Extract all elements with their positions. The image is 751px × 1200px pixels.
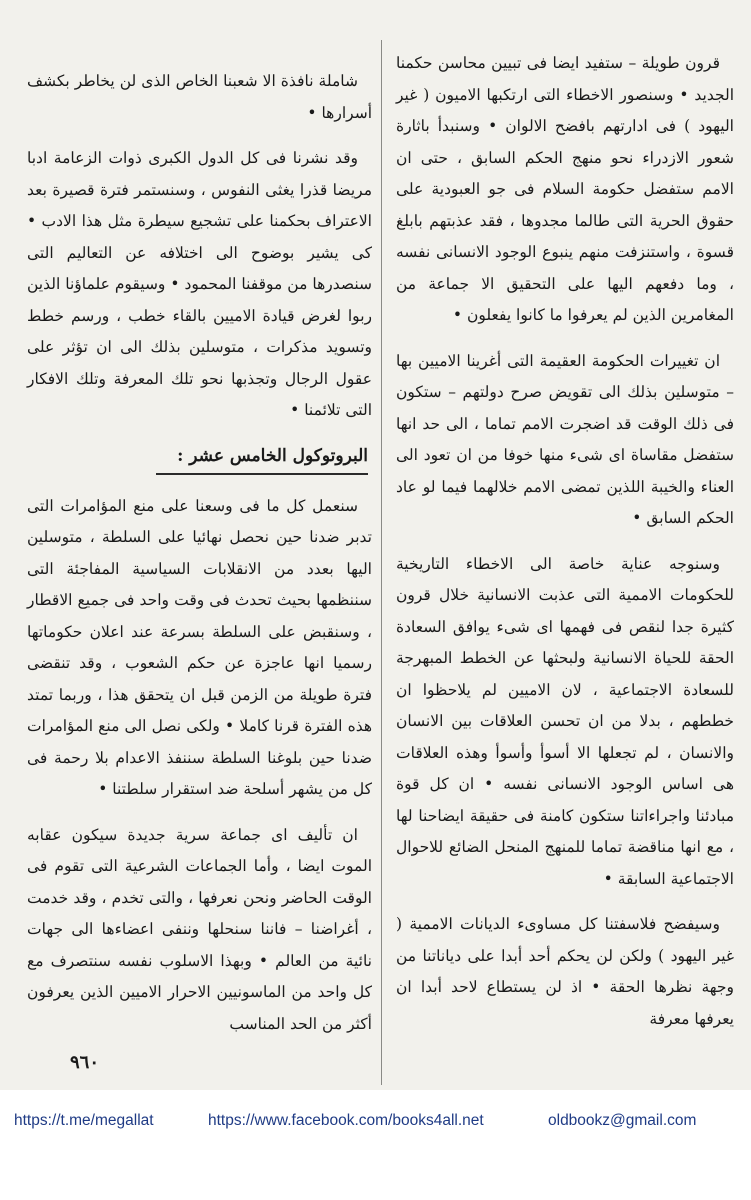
- paragraph: وقد نشرنا فى كل الدول الكبرى ذوات الزعامة ادبا مريضا قذرا يغثى النفوس ، وسنستمر فترة قصيرة بعد الاعتراف بحكمنا على تشجيع سيطرة مثل هذا الادب • كى يشير بوضوح الى اختلافه عن التعاليم التى سنصدرها من موقفنا المحمود • وسيقوم علماؤنا الذين ربوا لغرض قيادة الاميين بالقاء خطب ، ورسم خطط وتسويد مذكرات ، متوسلين بذلك الى ان تؤثر على عقول الرجال وتجذبها نحو تلك المعرفة وتلك الافكار التى تلائمنا •: [27, 149, 372, 419]
- section-heading: [27, 441, 372, 475]
- paragraph: سنعمل كل ما فى وسعنا على منع المؤامرات التى تدبر ضدنا حين نحصل نهائيا على السلطة ، متوسلين اليها بعدد من الانقلابات السياسية المفاجئة التى سننظمها بحيث تحدث فى وقت واحد فى جميع الاقطار ، وسنقبض على السلطة بسرعة عند اعلان حكوماتها رسميا انها عاجزة عن حكم الشعوب ، وقد تنقضى فترة طويلة من الزمن قبل ان يتحقق هذا ، وربما تمتد هذه الفترة قرنا كاملا • ولكى نصل الى منع المؤامرات ضدنا حين بلوغنا السلطة سننفذ الاعدام بلا رحمة فى كل من يشهر أسلحة ضد استقرار سلطتنا •: [27, 496, 372, 798]
- facebook-link[interactable]: https://www.facebook.com/books4all.net: [208, 1112, 484, 1129]
- right-text-column: [396, 48, 734, 1049]
- paragraph: ان تغييرات الحكومة العقيمة التى أغرينا الاميين بها – متوسلين بذلك الى تقويض صرح دولتهم – ستكون فى ذلك الوقت قد اضجرت الامم تماما ، الى حد انها ستفضل مقاساة اى شىء منها خوفا من ان تعود الى العناء والخيبة اللذين تمضى الامم خلالهما فيما لو عاد الحكم السابق •: [396, 351, 734, 527]
- section-heading-text: البروتوكول الخامس عشر :: [177, 445, 368, 466]
- heading-underline: [156, 473, 368, 475]
- paragraph: قرون طويلة – ستفيد ايضا فى تبيين محاسن حكمنا الجديد • وسنصور الاخطاء التى ارتكبها الاميون ( غير اليهود ) فى ادارتهم بافضح الالوان • وسنبدأ باثارة شعور الازدراء نحو منهج الحكم السابق ، حتى ان الامم ستفضل حكومة السلام فى جو العبودية على حقوق الحرية التى طالما مجدوها ، فقد عذبتهم بابلغ قسوة ، واستنزفت منهم ينبوع الوجود الانسانى نفسه ، وما دفعهم اليها على التحقيق الا جماعة من المغامرين الذين لم يعرفوا ما كانوا يفعلون •: [396, 54, 734, 324]
- paragraph: وسنوجه عناية خاصة الى الاخطاء التاريخية للحكومات الاممية التى عذبت الانسانية خلال قرون كثيرة جدا لنقص فى فهمها اى شىء يوافق السعادة الحقة للحياة الانسانية ولبحثها عن الخطط المبهرجة للسعادة الاجتماعية ، لان الاميين لم يلاحظوا ان خططهم ، بدلا من ان تحسن العلاقات بين الانسان والانسان ، لم تجعلها الا أسوأ وأسوأ وهذه العلاقات هى اساس الوجود الانسانى نفسه • ان كل قوة مبادئنا واجراءاتنا ستكون كامنة فى حقيقة ايضاحنا لها ، مع انها مناقضة تماما للمنهج المنحل الضائع للاحوال الاجتماعية السابقة •: [396, 554, 734, 888]
- page-number: ٩٦٠: [70, 1052, 100, 1073]
- paragraph: وسيفضح فلاسفتنا كل مساوىء الديانات الاممية ( غير اليهود ) ولكن لن يحكم أحد أبدا على دياناتنا من وجهة نظرها الحقة • اذ لن يستطاع لاحد أبدا ان يعرفها معرفة: [396, 915, 734, 1028]
- column-divider: [381, 40, 382, 1085]
- paragraph: شاملة نافذة الا شعبنا الخاص الذى لن يخاطر بكشف أسرارها •: [27, 72, 372, 122]
- email-link[interactable]: oldbookz@gmail.com: [548, 1112, 697, 1129]
- left-text-column: [27, 66, 372, 1054]
- paragraph: ان تأليف اى جماعة سرية جديدة سيكون عقابه الموت ايضا ، وأما الجماعات الشرعية التى تقوم فى الوقت الحاضر ونحن نعرفها ، والتى تخدم ، وقد خدمت ، أغراضنا – فاننا سنحلها وننفى اعضاءها الى جهات نائية من العالم • وبهذا الاسلوب نفسه سنتصرف مع كل واحد من الماسونيين الاحرار الاميين الذين يعرفون أكثر من الحد المناسب: [27, 825, 372, 1033]
- footer-links: [0, 1090, 751, 1150]
- telegram-link[interactable]: https://t.me/megallat: [14, 1112, 154, 1129]
